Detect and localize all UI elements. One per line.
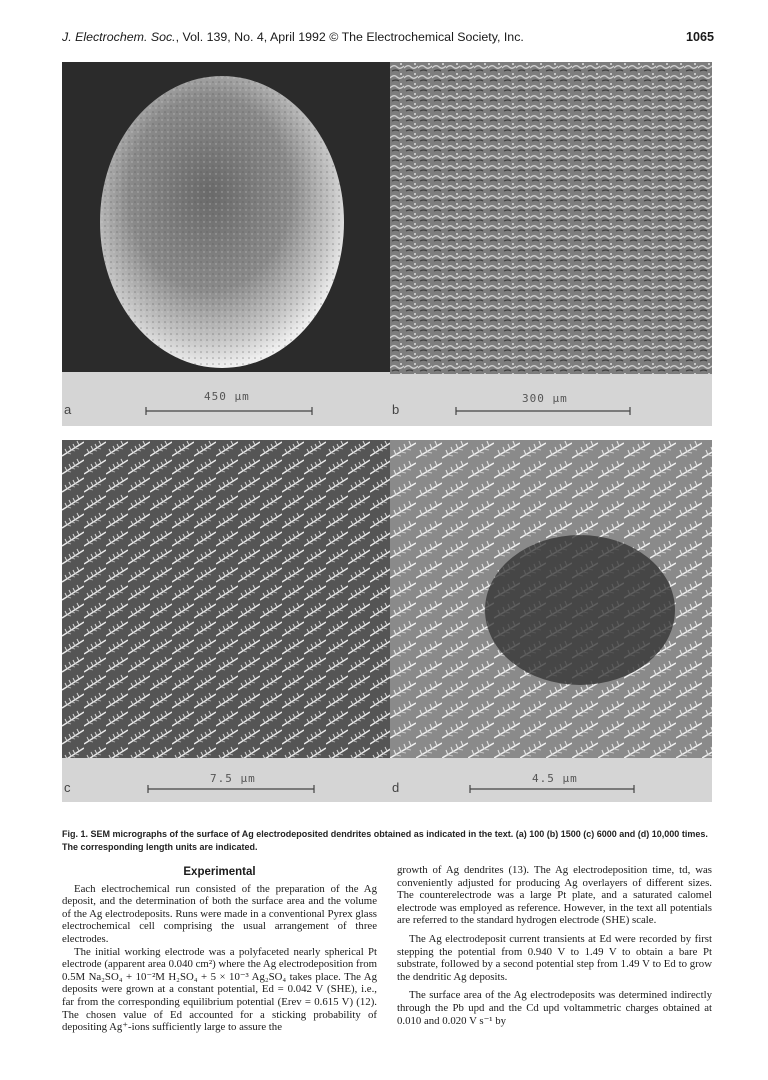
paragraph: The surface area of the Ag electrodeposits was determined indirectly through the Pb upd and the Cd upd voltammetric charges obtained at 0.010 and 0.020 V s⁻¹ by <box>397 989 712 1027</box>
micrograph-a-image <box>62 62 390 426</box>
journal-name: J. Electrochem. Soc. <box>62 30 176 44</box>
running-header <box>62 30 714 48</box>
micrograph-d-image <box>390 440 712 802</box>
paragraph: Each electrochemical run consisted of the preparation of the Ag deposit, and the determination of both the surface area and the volume of the Ag electrodeposits. Runs were made in a conventional Pyrex glass electrochemical cell comprising the usual arrangement of three electrodes. <box>62 882 377 945</box>
journal-issue: , Vol. 139, No. 4, April 1992 © The Electrochemical Society, Inc. <box>175 30 524 44</box>
panel-letter: c <box>64 780 71 795</box>
paragraph: growth of Ag dendrites (13). The Ag electrodeposition time, td, was conveniently adjusted for producing Ag overlayers of different sizes. The counterelectrode was a large Pt plate, and a saturated calomel electrode was employed as reference. However, in the text all potentials are referred to the standard hydrogen electrode (SHE) scale. <box>397 864 712 927</box>
left-column <box>62 864 377 1034</box>
panel-letter: b <box>392 402 400 417</box>
page-number: 1065 <box>685 30 714 44</box>
panel-letter: a <box>64 402 72 417</box>
micrograph-panel-d <box>390 440 712 802</box>
micrograph-c-image <box>62 440 390 802</box>
micrograph-panel-c <box>62 440 390 802</box>
micrograph-panel-a <box>62 62 390 426</box>
paragraph: The initial working electrode was a polyfaceted nearly spherical Pt electrode (apparent area 0.040 cm²) where the Ag electrodeposition from 0.5M Na₂SO₄ + 10⁻²M H₂SO₄ + 5 × 10⁻³ Ag₂SO₄ takes place. The Ag deposits were grown at a constant potential, Ed = 0.042 V (SHE), i.e., far from the corresponding equilibrium potential (Erev = 0.615 V) (12). The chosen value of Ed accounted for a sticking probability of depositing Ag⁺-ions sufficiently large to assure the <box>62 945 377 1034</box>
micrograph-panel-b <box>390 62 712 426</box>
right-column <box>397 864 712 1027</box>
journal-citation <box>62 30 524 44</box>
panel-letter: d <box>392 780 400 795</box>
dark-void-region <box>485 535 675 685</box>
scale-bar-label: 450 µm <box>204 390 250 403</box>
scale-bar-label: 4.5 µm <box>532 772 578 785</box>
figure-caption: Fig. 1. SEM micrographs of the surface of Ag electrodeposited dendrites obtained as indicated in the text. (a) 100 (b) 1500 (c) 6000 and (d) 10,000 times. The corresponding length units are indicated. <box>62 829 708 852</box>
section-heading: Experimental <box>183 866 256 878</box>
scale-bar-label: 7.5 µm <box>210 772 256 785</box>
paragraph: The Ag electrodeposit current transients at Ed were recorded by first stepping the potential from 0.940 V to 1.49 V to obtain a bare Pt substrate, followed by a second potential step from 1.49 V to Ed to grow the dendritic Ag deposits. <box>397 932 712 983</box>
scale-bar-label: 300 µm <box>522 392 568 405</box>
micrograph-b-image <box>390 62 712 426</box>
